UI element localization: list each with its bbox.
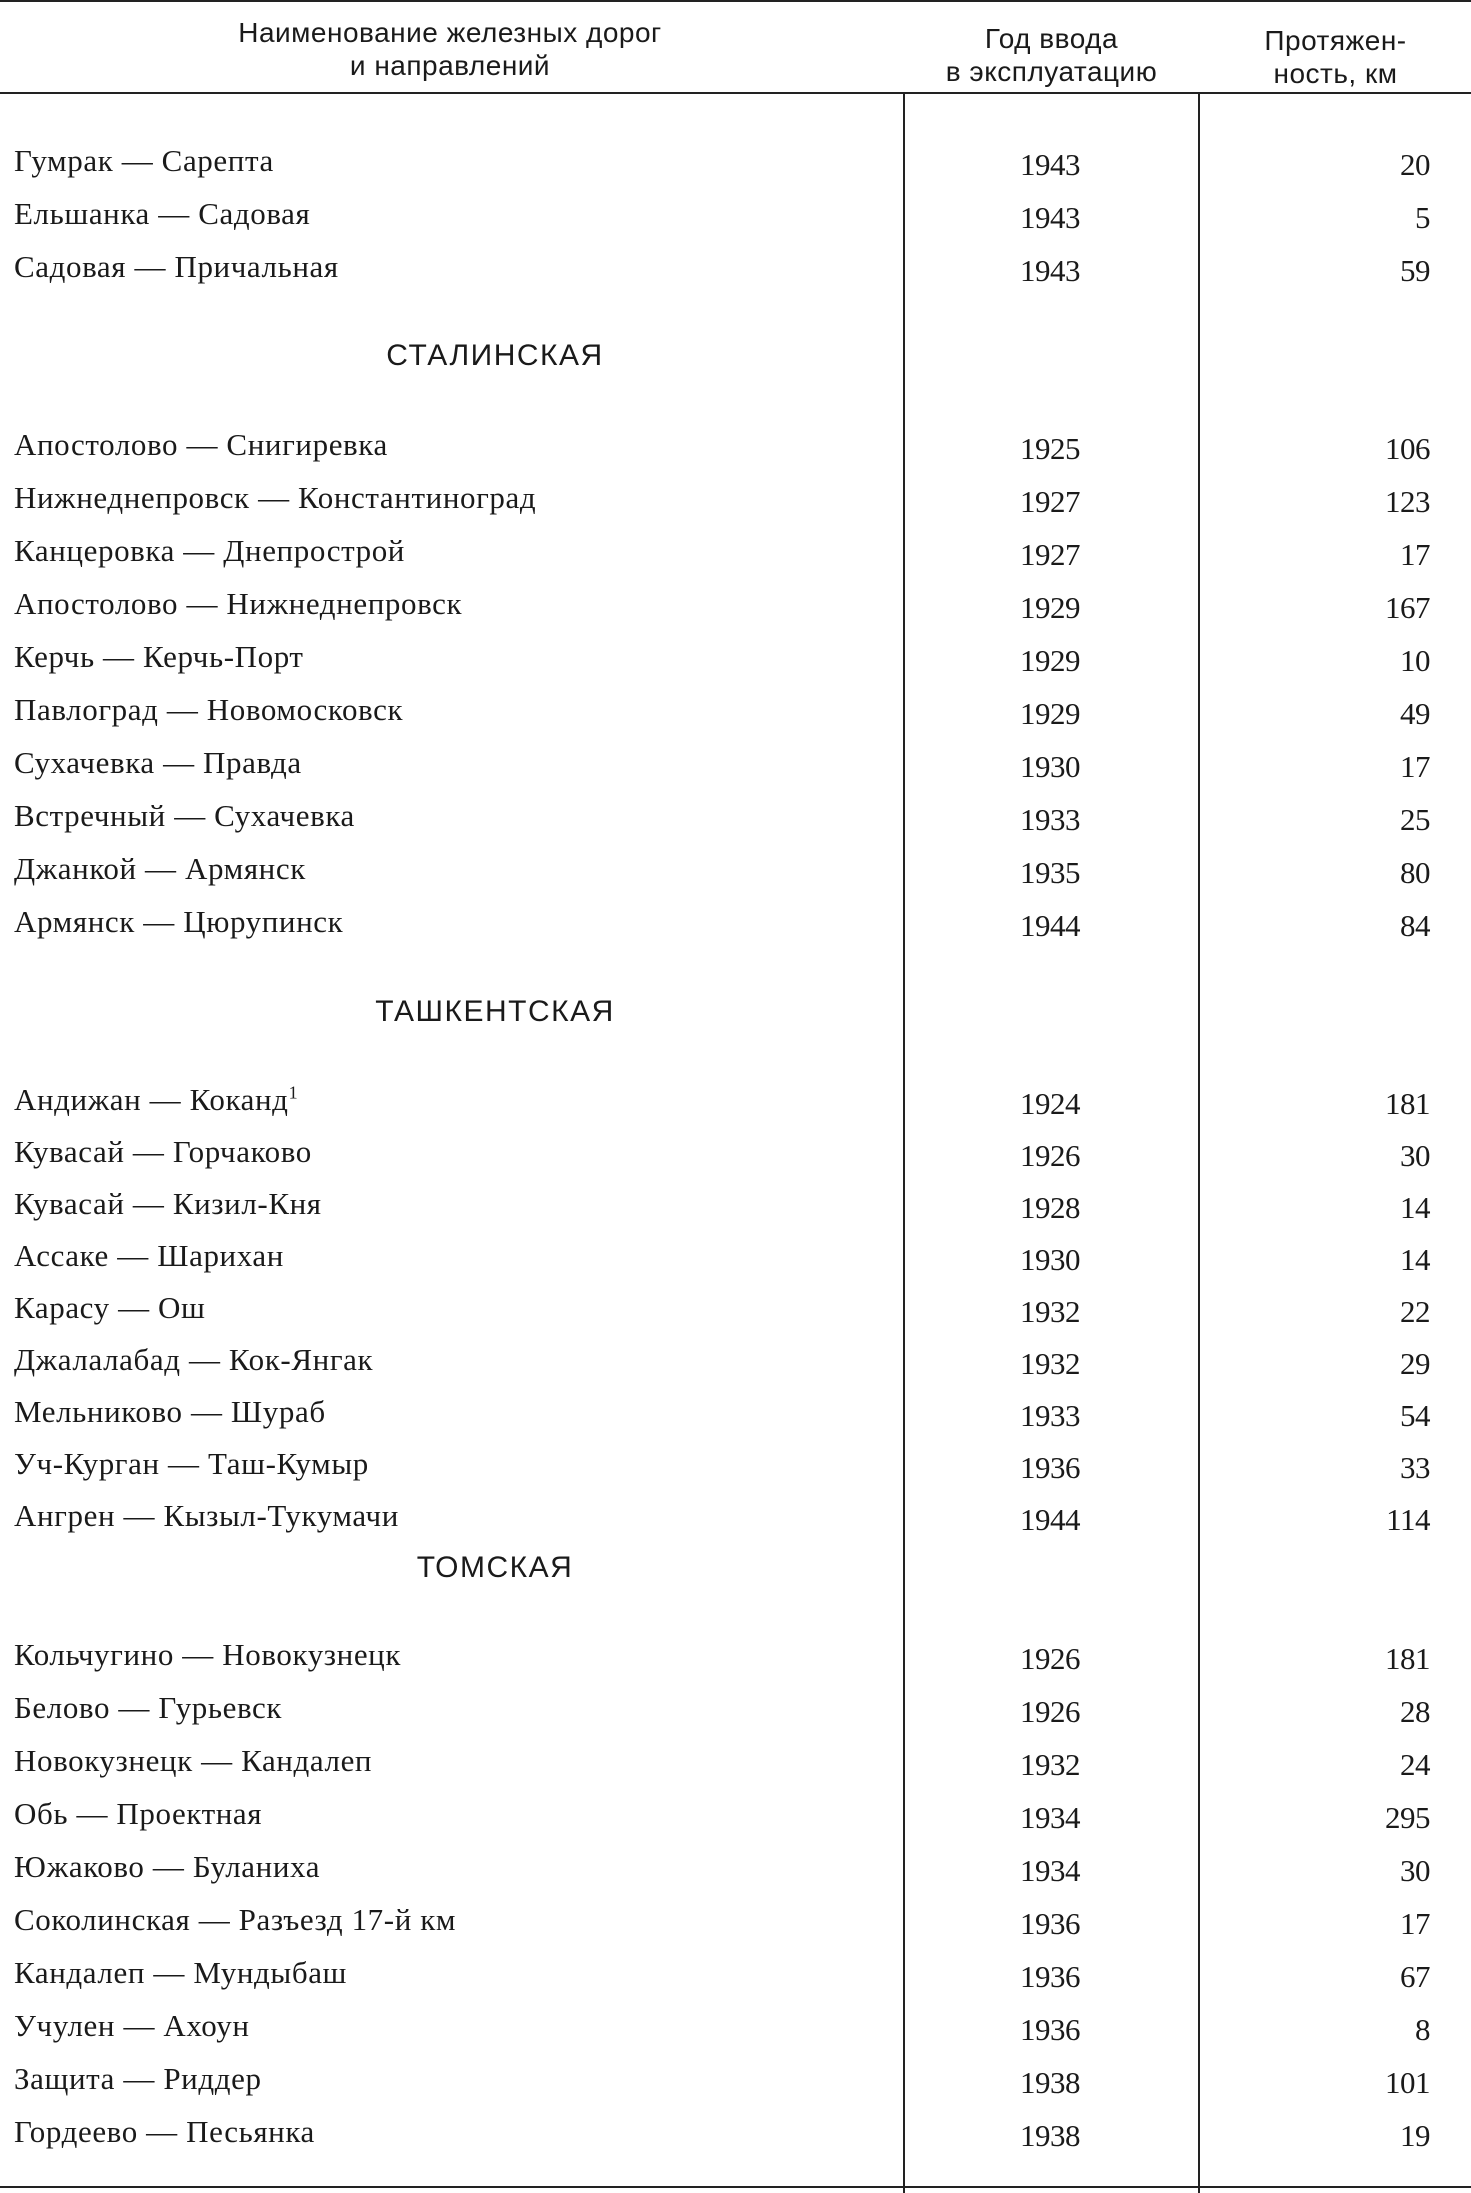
route-name: Джалалабад — Кок-Янгак — [14, 1342, 374, 1377]
table-row — [0, 249, 1471, 299]
table-row — [0, 1290, 1471, 1340]
table-row — [0, 2061, 1471, 2111]
year-value: 1943 — [1020, 253, 1080, 288]
table-row — [0, 851, 1471, 901]
route-name — [14, 1082, 298, 1118]
length-value: 10 — [1400, 643, 1430, 678]
route-name: Мельниково — Шураб — [14, 1394, 326, 1429]
year-value: 1934 — [1020, 1800, 1080, 1835]
section-title-stalinskaya: СТАЛИНСКАЯ — [386, 339, 604, 372]
footnote-mark: 1 — [288, 1082, 299, 1103]
header-length-line2: ность, км — [1273, 58, 1398, 89]
year-value: 1933 — [1020, 802, 1080, 837]
route-name: Апостолово — Снигиревка — [14, 427, 388, 462]
route-name: Кувасай — Горчаково — [14, 1134, 312, 1169]
length-value: 25 — [1400, 802, 1430, 837]
route-name-text: Андижан — Коканд — [14, 1082, 289, 1117]
table-row — [0, 1446, 1471, 1496]
length-value: 67 — [1400, 1959, 1430, 1994]
top-border — [0, 0, 1471, 2]
year-value: 1944 — [1020, 1502, 1080, 1537]
header-name-line2: и направлений — [349, 50, 551, 81]
length-value: 17 — [1400, 537, 1430, 572]
length-value: 49 — [1400, 696, 1430, 731]
route-name: Учулен — Ахоун — [14, 2008, 250, 2043]
route-name: Керчь — Керчь-Порт — [14, 639, 304, 674]
route-name: Садовая — Причальная — [14, 249, 339, 284]
header-separator — [0, 92, 1471, 94]
table-row — [0, 1796, 1471, 1846]
length-value: 14 — [1400, 1242, 1430, 1277]
year-value: 1934 — [1020, 1853, 1080, 1888]
length-value: 123 — [1385, 484, 1430, 519]
table-row — [0, 1955, 1471, 2005]
year-value: 1930 — [1020, 1242, 1080, 1277]
year-value: 1944 — [1020, 908, 1080, 943]
header-name-column — [0, 16, 900, 82]
year-value: 1926 — [1020, 1641, 1080, 1676]
route-name: Нижнеднепровск — Константиноград — [14, 480, 537, 515]
length-value: 114 — [1386, 1502, 1430, 1537]
table-row — [0, 1690, 1471, 1740]
table-row — [0, 1394, 1471, 1444]
length-value: 8 — [1415, 2012, 1430, 2047]
length-value: 59 — [1400, 253, 1430, 288]
year-value: 1924 — [1020, 1086, 1080, 1121]
year-value: 1930 — [1020, 749, 1080, 784]
header-year-line2: в эксплуатацию — [945, 56, 1158, 87]
route-name: Встречный — Сухачевка — [14, 798, 355, 833]
table-row — [0, 692, 1471, 742]
route-name: Гумрак — Сарепта — [14, 143, 274, 178]
length-value: 17 — [1400, 1906, 1430, 1941]
header-year-column — [905, 22, 1198, 88]
year-value: 1938 — [1020, 2118, 1080, 2153]
length-value: 14 — [1400, 1190, 1430, 1225]
route-name: Джанкой — Армянск — [14, 851, 306, 886]
section-title-tomskaya: ТОМСКАЯ — [416, 1551, 574, 1584]
route-name: Обь — Проектная — [14, 1796, 263, 1831]
year-value: 1929 — [1020, 696, 1080, 731]
year-value: 1928 — [1020, 1190, 1080, 1225]
year-value: 1933 — [1020, 1398, 1080, 1433]
route-name: Южаково — Буланиха — [14, 1849, 321, 1884]
length-value: 28 — [1400, 1694, 1430, 1729]
table-row — [0, 1082, 1471, 1132]
route-name: Канцеровка — Днепрострой — [14, 533, 405, 568]
length-value: 101 — [1385, 2065, 1430, 2100]
length-value: 181 — [1385, 1086, 1430, 1121]
length-value: 106 — [1385, 431, 1430, 466]
table-row — [0, 639, 1471, 689]
header-length-column — [1200, 24, 1471, 90]
length-value: 84 — [1400, 908, 1430, 943]
route-name: Кольчугино — Новокузнецк — [14, 1637, 402, 1672]
table-row — [0, 1902, 1471, 1952]
table-row — [0, 1743, 1471, 1793]
route-name: Ангрен — Кызыл-Тукумачи — [14, 1498, 399, 1533]
length-value: 24 — [1400, 1747, 1430, 1782]
table-row — [0, 1849, 1471, 1899]
route-name: Кувасай — Кизил-Кня — [14, 1186, 322, 1221]
length-value: 80 — [1400, 855, 1430, 890]
length-value: 30 — [1400, 1853, 1430, 1888]
table-row — [0, 1342, 1471, 1392]
length-value: 5 — [1415, 200, 1430, 235]
year-value: 1927 — [1020, 537, 1080, 572]
route-name: Новокузнецк — Кандалеп — [14, 1743, 373, 1778]
length-value: 19 — [1400, 2118, 1430, 2153]
length-value: 181 — [1385, 1641, 1430, 1676]
table-row — [0, 1238, 1471, 1288]
route-name: Ельшанка — Садовая — [14, 196, 311, 231]
year-value: 1936 — [1020, 1959, 1080, 1994]
table-row — [0, 904, 1471, 954]
year-value: 1926 — [1020, 1138, 1080, 1173]
year-value: 1936 — [1020, 1906, 1080, 1941]
year-value: 1936 — [1020, 1450, 1080, 1485]
table-row — [0, 427, 1471, 477]
route-name: Гордеево — Песьянка — [14, 2114, 315, 2149]
length-value: 167 — [1385, 590, 1430, 625]
year-value: 1929 — [1020, 590, 1080, 625]
length-value: 33 — [1400, 1450, 1430, 1485]
header-year-line1: Год ввода — [984, 23, 1119, 54]
table-row — [0, 745, 1471, 795]
route-name: Павлоград — Новомосковск — [14, 692, 404, 727]
route-name: Карасу — Ош — [14, 1290, 206, 1325]
section-title-tashkentskaya: ТАШКЕНТСКАЯ — [375, 995, 615, 1028]
bottom-border — [0, 2186, 1471, 2188]
length-value: 20 — [1400, 147, 1430, 182]
length-value: 54 — [1400, 1398, 1430, 1433]
year-value: 1943 — [1020, 147, 1080, 182]
year-value: 1926 — [1020, 1694, 1080, 1729]
length-value: 295 — [1385, 1800, 1430, 1835]
table-row — [0, 586, 1471, 636]
length-value: 30 — [1400, 1138, 1430, 1173]
year-value: 1943 — [1020, 200, 1080, 235]
header-name-line1: Наименование железных дорог — [238, 17, 662, 48]
year-value: 1929 — [1020, 643, 1080, 678]
year-value: 1932 — [1020, 1294, 1080, 1329]
route-name: Ассаке — Шарихан — [14, 1238, 284, 1273]
route-name: Армянск — Цюрупинск — [14, 904, 344, 939]
year-value: 1938 — [1020, 2065, 1080, 2100]
length-value: 22 — [1400, 1294, 1430, 1329]
table-row — [0, 1498, 1471, 1548]
table-row — [0, 533, 1471, 583]
year-value: 1932 — [1020, 1346, 1080, 1381]
year-value: 1925 — [1020, 431, 1080, 466]
table-row — [0, 480, 1471, 530]
table-row — [0, 2114, 1471, 2164]
route-name: Соколинская — Разъезд 17-й км — [14, 1902, 457, 1937]
table-row — [0, 1637, 1471, 1687]
year-value: 1927 — [1020, 484, 1080, 519]
route-name: Апостолово — Нижнеднепровск — [14, 586, 463, 621]
table-row — [0, 2008, 1471, 2058]
year-value: 1932 — [1020, 1747, 1080, 1782]
route-name: Защита — Риддер — [14, 2061, 262, 2096]
length-value: 29 — [1400, 1346, 1430, 1381]
table-row — [0, 196, 1471, 246]
route-name: Кандалеп — Мундыбаш — [14, 1955, 348, 1990]
table-row — [0, 1134, 1471, 1184]
route-name: Уч-Курган — Таш-Кумыр — [14, 1446, 369, 1481]
table-row — [0, 1186, 1471, 1236]
table-row — [0, 798, 1471, 848]
year-value: 1935 — [1020, 855, 1080, 890]
route-name: Сухачевка — Правда — [14, 745, 302, 780]
length-value: 17 — [1400, 749, 1430, 784]
header-length-line1: Протяжен- — [1264, 25, 1407, 56]
year-value: 1936 — [1020, 2012, 1080, 2047]
route-name: Белово — Гурьевск — [14, 1690, 283, 1725]
table-row — [0, 143, 1471, 193]
